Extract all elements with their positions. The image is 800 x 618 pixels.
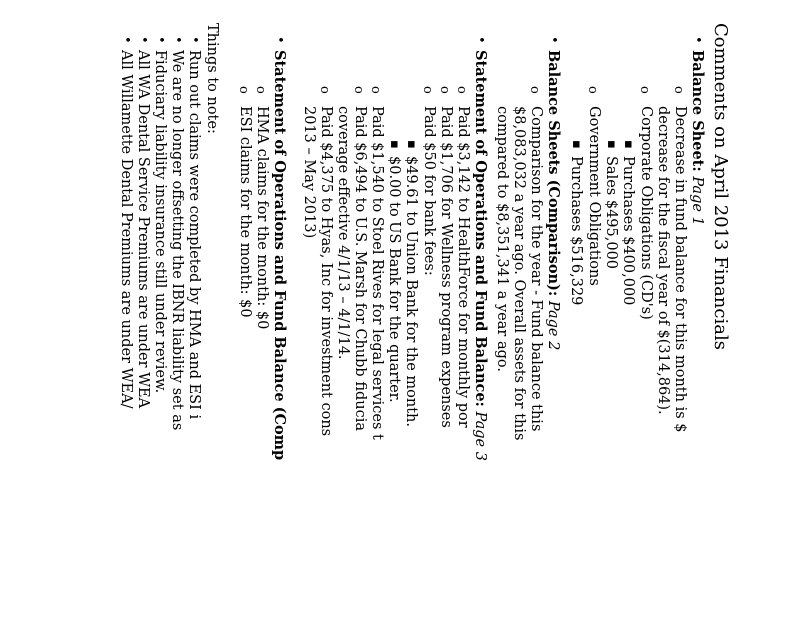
claims-item: HMA claims for the month: $0 [254, 106, 270, 330]
note-item: All Willamette Dental Premiums are under WEA/ [118, 50, 134, 409]
bullet-square: ▪ [604, 140, 619, 149]
bullet-disc: • [153, 36, 168, 44]
bullet-circle: o [585, 86, 600, 94]
bullet-disc: • [170, 36, 185, 44]
claims-item: ESI claims for the month: $0 [237, 106, 253, 318]
bullet-disc: • [136, 36, 151, 44]
operations-item-continued: coverage effective 4/1/13 – 4/1/14. [335, 106, 351, 360]
bullet-square: ▪ [621, 140, 636, 149]
operations-item: Paid $1,540 to Stoel Rives for legal services t [369, 106, 385, 440]
bullet-square: ▪ [404, 140, 419, 149]
operations-item: Paid $3,142 to HealthForce for monthly por [455, 106, 471, 428]
operations-item: Paid $6,494 to U.S. Marsh for Chubb fiducia [352, 106, 368, 432]
government-obligations: Government Obligations [586, 106, 602, 286]
comparison-line1: Comparison for the year - Fund balance this [528, 106, 544, 432]
bullet-circle: o [454, 86, 469, 94]
bullet-circle: o [437, 86, 452, 94]
corporate-obligations: Corporate Obligations (CD's) [638, 106, 654, 320]
fund-balance-line2: decrease for the fiscal year of $(314,864). [655, 106, 671, 415]
bullet-circle: o [420, 86, 435, 94]
bullet-disc: • [546, 36, 561, 44]
bullet-circle: o [368, 86, 383, 94]
bullet-circle: o [671, 86, 686, 94]
government-purchases: Purchases $516,329 [568, 156, 584, 306]
bank-fee-item: $49.61 to Union Bank for the month. [403, 156, 419, 428]
corporate-purchases: Purchases $400,000 [620, 156, 636, 306]
bank-fee-item: $0.00 to US Bank for the quarter. [386, 156, 402, 403]
note-item: We are no longer offsetting the IBNR liability set as [169, 50, 185, 431]
notes-heading: Things to note: [204, 23, 220, 134]
bullet-square: ▪ [569, 140, 584, 149]
bullet-circle: o [351, 86, 366, 94]
bullet-circle: o [637, 86, 652, 94]
bullet-disc: • [690, 36, 705, 44]
bullet-disc: • [119, 36, 134, 44]
balance-sheet-heading: Balance Sheet: Page 1 [689, 50, 706, 226]
corporate-sales: Sales $495,000 [603, 156, 619, 270]
document-title: Comments on April 2013 Financials [710, 23, 731, 350]
comparison-line3: compared to $8,351,341 a year ago. [494, 106, 510, 372]
operations-item: Paid $4,375 to Hyas, Inc for investment cons [318, 106, 334, 437]
bullet-circle: o [236, 86, 251, 94]
bullet-circle: o [317, 86, 332, 94]
balance-comparison-heading: Balance Sheets (Comparison): Page 2 [545, 50, 562, 351]
note-item: Fiduciary liability insurance still under review. [152, 50, 168, 394]
operations-item: Paid $1,706 for Wellness program expenses [438, 106, 454, 428]
comparison-line2: $8,083,032 a year ago. Overall assets for this [511, 106, 527, 441]
bullet-square: ▪ [387, 140, 402, 149]
bullet-circle: o [527, 86, 542, 94]
bullet-disc: • [473, 36, 488, 44]
bullet-circle: o [253, 86, 268, 94]
bullet-disc: • [187, 36, 202, 44]
bullet-disc: • [272, 36, 287, 44]
operations-heading: Statement of Operations and Fund Balance: Page 3 [472, 50, 489, 461]
note-item: All WA Dental Service Premiums are under WEA [135, 50, 151, 409]
fund-balance-line1: Decrease in fund balance for this month is $ [672, 106, 688, 433]
operations-item: Paid $50 for bank fees: [421, 106, 437, 276]
operations-item-continued: 2013 – May 2013) [301, 106, 317, 239]
note-item: Run out claims were completed by HMA and ESI i [186, 50, 202, 420]
operations-comparison-heading: Statement of Operations and Fund Balance (Comp [271, 50, 288, 461]
